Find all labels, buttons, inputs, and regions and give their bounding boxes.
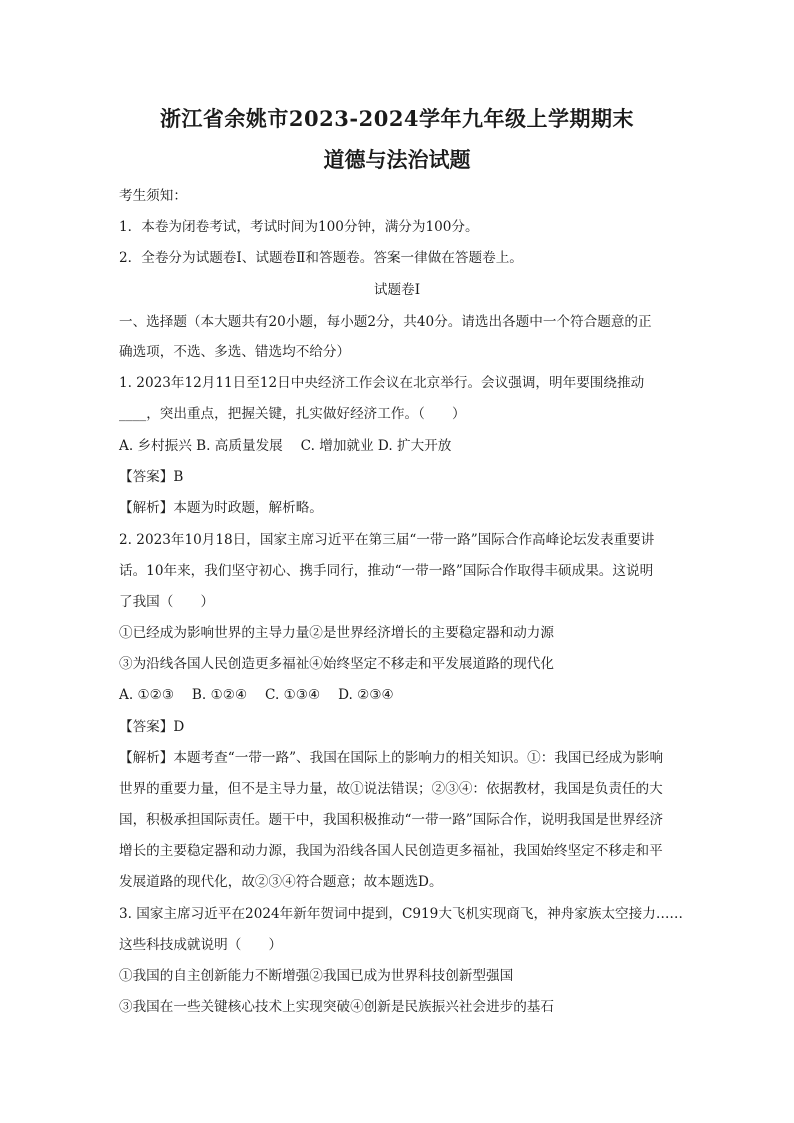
notice-item: 2．全卷分为试题卷Ⅰ、试题卷Ⅱ和答题卷。答案一律做在答题卷上。	[119, 250, 523, 266]
question-1-stem: 1. 2023年12月11日至12日中央经济工作会议在北京举行。会议强调，明年要围绕推动	[119, 375, 645, 391]
question-3-stem: 这些科技成就说明（ ）	[119, 937, 283, 953]
question-1-analysis: 【解析】本题为时政题，解析略。	[119, 500, 323, 516]
question-1-answer: 【答案】B	[119, 469, 184, 485]
question-3-statement: ①我国的自主创新能力不断增强②我国已成为世界科技创新型强国	[119, 968, 514, 984]
question-2-analysis: 国，积极承担国际责任。题干中，我国积极推动“一带一路”国际合作，说明我国是世界经济	[119, 812, 664, 828]
question-3-statement: ③我国在一些关键核心技术上实现突破④创新是民族振兴社会进步的基石	[119, 999, 554, 1015]
notice-item: 1．本卷为闭卷考试，考试时间为100分钟，满分为100分。	[119, 219, 479, 235]
section-instruction: 一、选择题（本大题共有20小题，每小题2分，共40分。请选出各题中一个符合题意的正	[119, 314, 652, 330]
question-2-stem: 话。10年来，我们坚守初心、携手同行，推动“一带一路”国际合作取得丰硕成果。这说明	[119, 563, 654, 579]
question-2-analysis: 【解析】本题考查“一带一路”、我国在国际上的影响力的相关知识。①：我国已经成为影响	[119, 750, 664, 766]
section-instruction: 确选项，不选、多选、错选均不给分）	[119, 344, 351, 360]
question-1-options: A. 乡村振兴 B. 高质量发展 C. 增加就业 D. 扩大开放	[119, 438, 452, 454]
question-2-statement: ①已经成为影响世界的主导力量②是世界经济增长的主要稳定器和动力源	[119, 625, 554, 641]
question-2-statement: ③为沿线各国人民创造更多福祉④始终坚定不移走和平发展道路的现代化	[119, 656, 554, 672]
question-2-analysis: 世界的重要力量，但不是主导力量，故①说法错误；②③④：依据教材，我国是负责任的大	[119, 781, 663, 797]
question-2-analysis: 发展道路的现代化，故②③④符合题意；故本题选D。	[119, 874, 443, 890]
question-2-analysis: 增长的主要稳定器和动力源，我国为沿线各国人民创造更多福祉，我国始终坚定不移走和平	[119, 843, 663, 859]
question-1-stem: ____，突出重点，把握关键，扎实做好经济工作。（ ）	[119, 406, 466, 422]
notice-heading: 考生须知：	[119, 188, 187, 204]
question-2-options: A. ①②③ B. ①②④ C. ①③④ D. ②③④	[119, 687, 394, 703]
question-2-stem: 了我国（ ）	[119, 594, 215, 610]
question-3-stem: 3. 国家主席习近平在2024年新年贺词中提到，C919大飞机实现商飞，神舟家族太空接力……	[119, 906, 684, 922]
exam-title: 浙江省余姚市2023-2024学年九年级上学期期末	[159, 106, 635, 131]
paper-label: 试题卷Ⅰ	[373, 282, 421, 298]
question-2-answer: 【答案】D	[119, 719, 185, 735]
exam-subtitle: 道德与法治试题	[323, 147, 471, 172]
question-2-stem: 2. 2023年10月18日，国家主席习近平在第三届“一带一路”国际合作高峰论坛发表重要讲	[119, 532, 655, 548]
